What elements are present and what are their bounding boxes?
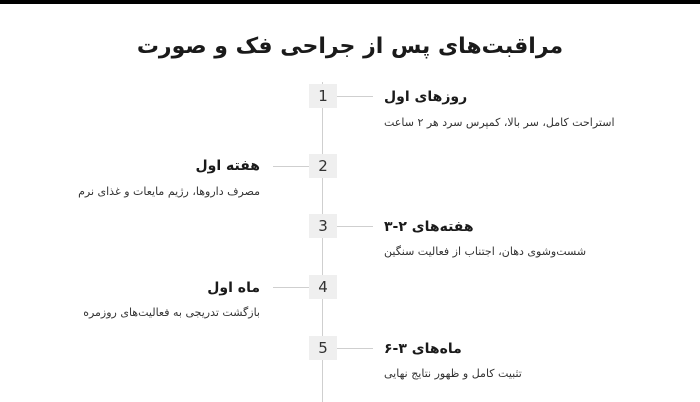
step-number-badge: 1 [309,84,337,108]
step-description: شست‌وشوی دهان، اجتناب از فعالیت سنگین [384,245,587,258]
step-connector [273,166,309,167]
step-connector [337,96,373,97]
step-connector [337,348,373,349]
step-description: تثبیت کامل و ظهور نتایج نهایی [384,367,522,380]
step-connector [273,287,309,288]
step-number-badge: 2 [309,154,337,178]
step-label: روزهای اول [384,89,468,105]
step-label: ماه‌های ۳-۶ [384,341,462,357]
step-number-badge: 5 [309,336,337,360]
step-connector [337,226,373,227]
step-label: هفته اول [195,158,260,174]
step-number-badge: 4 [309,275,337,299]
step-description: بازگشت تدریجی به فعالیت‌های روزمره [83,306,260,319]
top-border [0,0,700,4]
diagram-title: مراقبت‌های پس از جراحی فک و صورت [136,34,564,59]
step-description: استراحت کامل، سر بالا، کمپرس سرد هر ۲ ساعت [384,116,615,129]
step-label: هفته‌های ۲-۳ [384,219,474,235]
step-number-badge: 3 [309,214,337,238]
step-description: مصرف داروها، رژیم مایعات و غذای نرم [78,185,260,198]
step-label: ماه اول [207,280,260,296]
